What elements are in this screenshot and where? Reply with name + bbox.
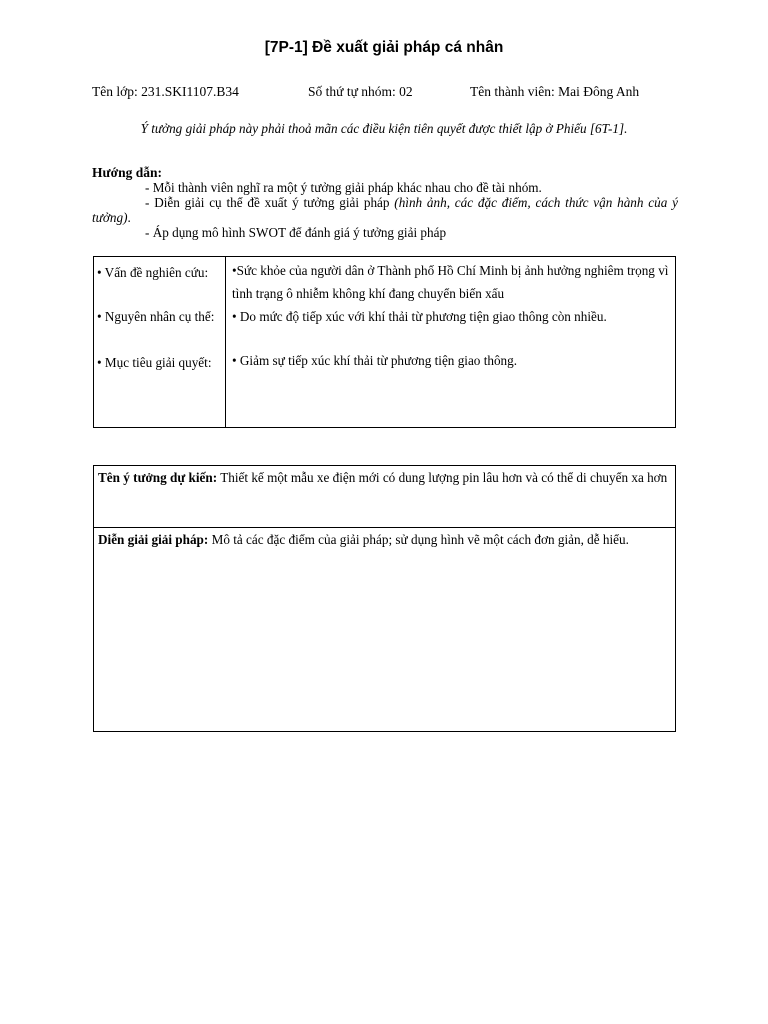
analysis-labels-cell (94, 257, 226, 428)
instruction-item-2-italic: (hình ảnh, các đặc điểm, cách thức vận hành của ý tưởng) (92, 195, 678, 225)
goal-text: • Giảm sự tiếp xúc khí thải từ phương tiện giao thông. (232, 353, 518, 368)
page-title: [7P-1] Đề xuất giải pháp cá nhân (264, 39, 504, 56)
instruction-item-3: - Áp dụng mô hình SWOT để đánh giá ý tưởng giải pháp (145, 225, 447, 240)
explanation-label: Diễn giải giải pháp: (98, 532, 209, 547)
analysis-content-cell[interactable] (226, 257, 676, 428)
idea-name-label: Tên ý tưởng dự kiến: (98, 470, 218, 485)
goal-label: • Mục tiêu giải quyết: (97, 355, 212, 370)
instruction-item-1: - Mỗi thành viên nghĩ ra một ý tưởng giải pháp khác nhau cho đề tài nhóm. (145, 180, 542, 195)
member-name-field: Tên thành viên: Mai Đông Anh (470, 84, 640, 99)
spacer (97, 284, 222, 305)
group-number-field: Số thứ tự nhóm: 02 (308, 84, 413, 99)
prerequisite-note: Ý tưởng giải pháp này phải thoả mãn các điều kiện tiên quyết được thiết lập ở Phiếu [6T-1]. (140, 121, 628, 136)
instruction-item-2-end: . (127, 210, 131, 225)
solution-explanation-cell[interactable] (94, 528, 676, 732)
instructions (92, 165, 678, 240)
explanation-text: Mô tả các đặc điểm của giải pháp; sử dụng hình vẽ một cách đơn giản, dễ hiểu. (208, 532, 629, 547)
instructions-heading: Hướng dẫn: (92, 165, 162, 180)
problem-label: • Vấn đề nghiên cứu: (97, 265, 209, 280)
problem-text: •Sức khỏe của người dân ở Thành phố Hồ Chí Minh bị ảnh hưởng nghiêm trọng vì tình trạng ô nhiễm không khí đang chuyển biến xấu (232, 263, 669, 301)
spacer (97, 328, 222, 351)
cause-text: • Do mức độ tiếp xúc với khí thải từ phương tiện giao thông còn nhiều. (232, 309, 607, 324)
spacer (232, 328, 669, 349)
class-field: Tên lớp: 231.SKI1107.B34 (92, 84, 239, 99)
idea-name-cell[interactable] (94, 466, 676, 528)
problem-analysis-table (93, 256, 676, 428)
instruction-item-2 (92, 195, 678, 225)
idea-name-text: Thiết kế một mẫu xe điện mới có dung lượng pin lâu hơn và có thể di chuyển xa hơn (217, 470, 668, 485)
instruction-item-2-text: - Diễn giải cụ thể đề xuất ý tưởng giải pháp (145, 195, 395, 210)
cause-label: • Nguyên nhân cụ thể: (97, 309, 215, 324)
solution-idea-table (93, 465, 676, 732)
